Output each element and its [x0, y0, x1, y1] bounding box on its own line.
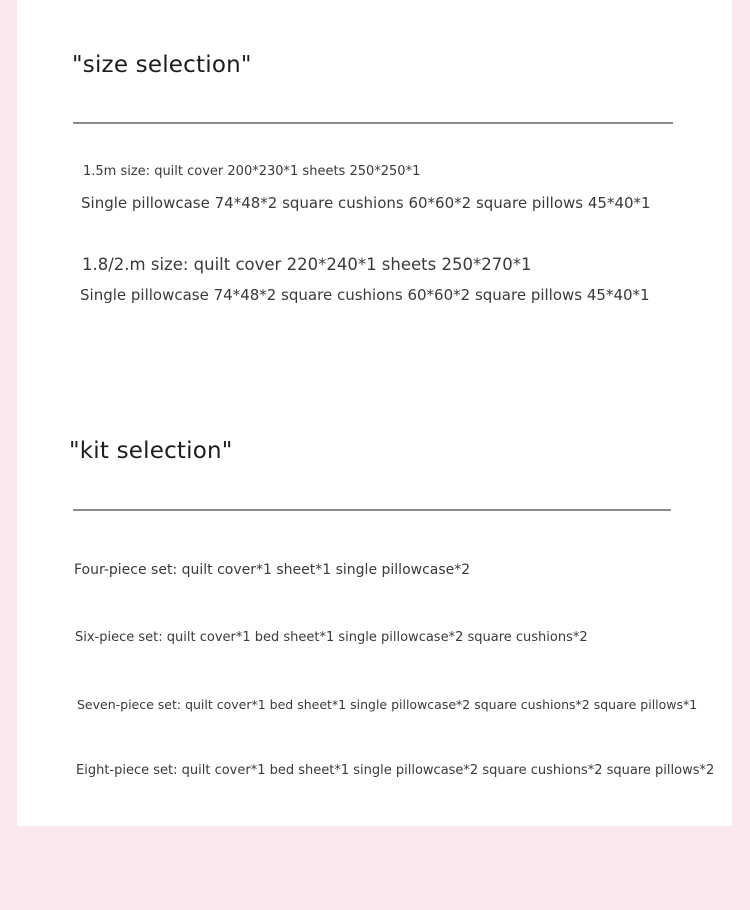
kit-line-six-piece: Six-piece set: quilt cover*1 bed sheet*1 single pillowcase*2 square cushions*2 [75, 630, 588, 645]
kit-line-four-piece: Four-piece set: quilt cover*1 sheet*1 single pillowcase*2 [74, 562, 471, 578]
size-line-1-8m-pillows: Single pillowcase 74*48*2 square cushions 60*60*2 square pillows 45*40*1 [80, 286, 650, 304]
size-line-1-5m-pillows: Single pillowcase 74*48*2 square cushions 60*60*2 square pillows 45*40*1 [81, 194, 651, 212]
kit-selection-divider [73, 509, 671, 511]
kit-line-seven-piece: Seven-piece set: quilt cover*1 bed sheet*1 single pillowcase*2 square cushions*2 square pillows*1 [77, 697, 698, 712]
size-selection-divider [73, 122, 673, 124]
size-selection-heading: "size selection" [72, 52, 252, 78]
size-line-1-5m: 1.5m size: quilt cover 200*230*1 sheets 250*250*1 [83, 164, 421, 179]
kit-selection-heading: "kit selection" [69, 438, 233, 464]
kit-line-eight-piece: Eight-piece set: quilt cover*1 bed sheet*1 single pillowcase*2 square cushions*2 square pillows*2 [76, 763, 715, 778]
size-line-1-8m: 1.8/2.m size: quilt cover 220*240*1 sheets 250*270*1 [82, 255, 532, 274]
